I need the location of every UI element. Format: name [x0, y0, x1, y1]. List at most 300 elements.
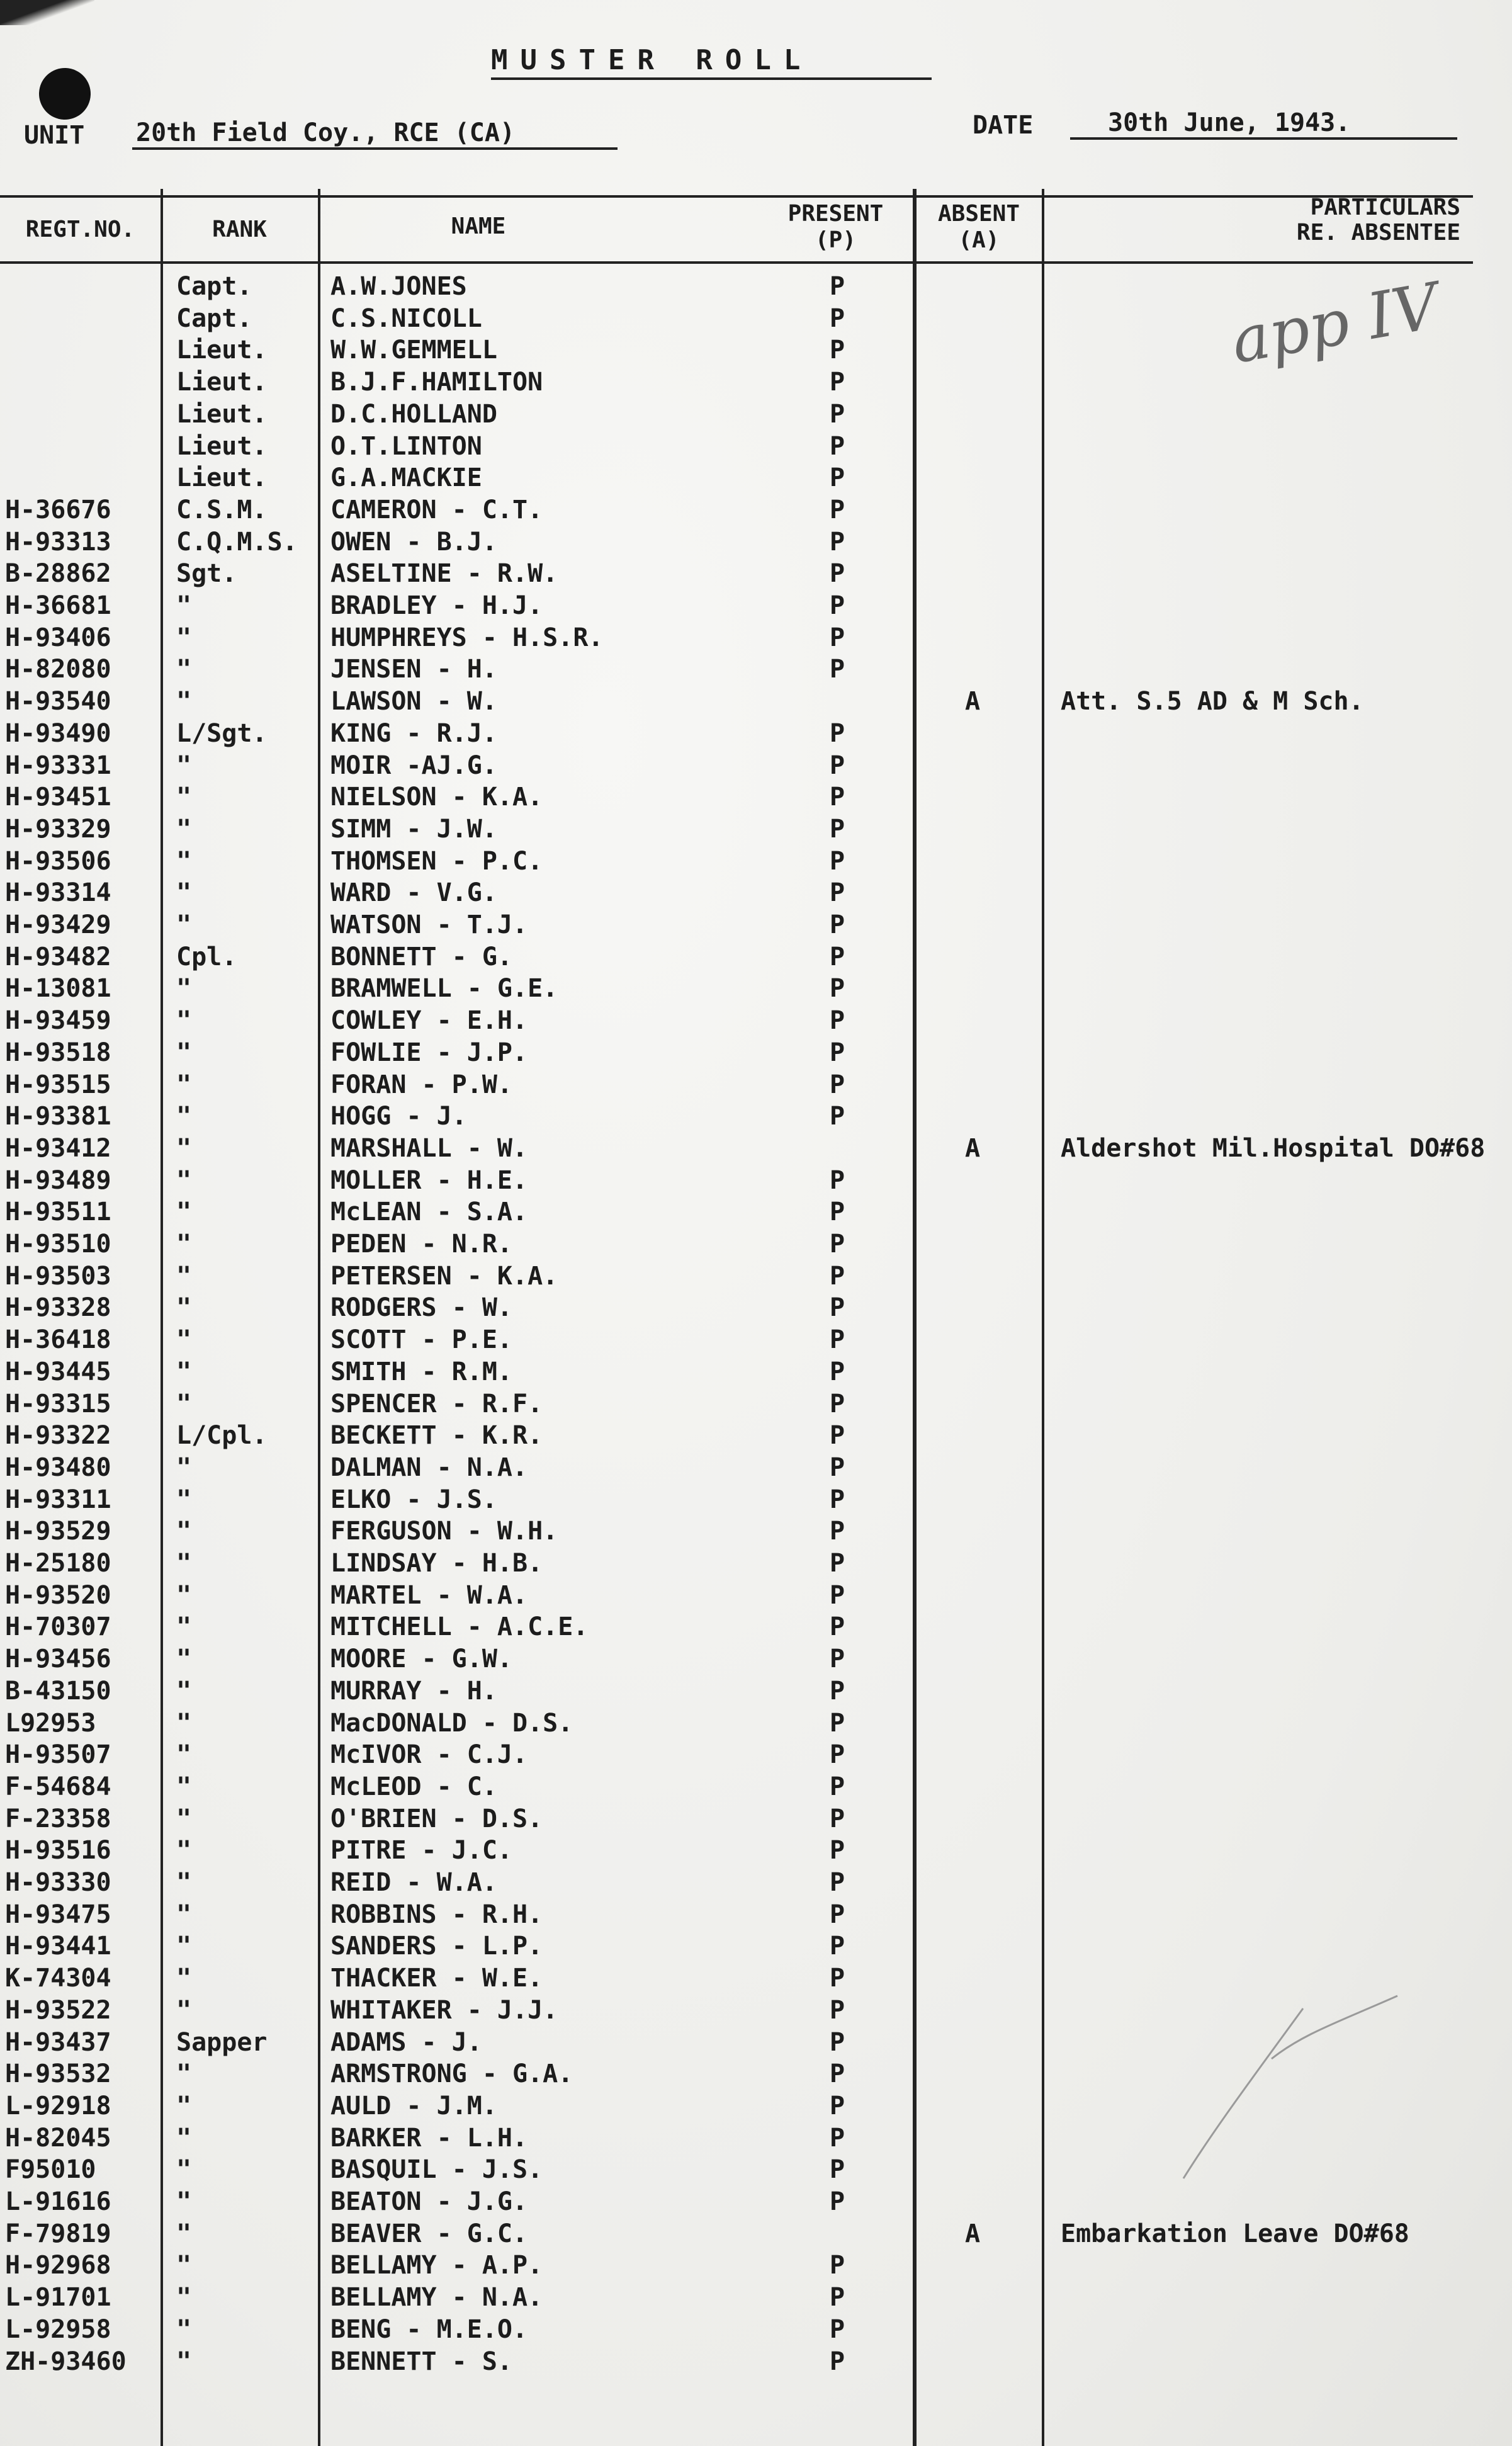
present-cell: P [829, 591, 845, 620]
page-corner-shadow [0, 0, 94, 25]
present-cell: P [829, 878, 845, 908]
rank-cell: L/Cpl. [176, 1421, 268, 1451]
table-row [0, 526, 1512, 558]
rank-cell: " [176, 1868, 192, 1897]
name-cell: MOLLER - H.E. [330, 1165, 528, 1195]
table-row [0, 2027, 1512, 2059]
name-cell: MURRAY - H. [330, 1676, 497, 1706]
table-row [0, 1165, 1512, 1197]
rank-cell: " [176, 1549, 192, 1578]
regt-no-cell: H-93516 [5, 1836, 111, 1866]
rank-cell: " [176, 1995, 192, 2025]
rank-cell: " [176, 1102, 192, 1131]
table-row [0, 973, 1512, 1005]
name-cell: G.A.MACKIE [330, 463, 482, 493]
present-cell: P [829, 1165, 845, 1195]
regt-no-cell: H-93412 [5, 1133, 111, 1163]
table-row [0, 1292, 1512, 1324]
present-cell: P [829, 2091, 845, 2120]
name-cell: ROBBINS - R.H. [330, 1900, 543, 1929]
rank-cell: " [176, 750, 192, 780]
punch-hole [31, 60, 98, 127]
name-cell: ARMSTRONG - G.A. [330, 2059, 573, 2089]
rank-cell: " [176, 2283, 192, 2313]
present-cell: P [829, 1740, 845, 1770]
present-cell: P [829, 1230, 845, 1259]
name-cell: WHITAKER - J.J. [330, 1995, 558, 2025]
table-row [0, 2090, 1512, 2122]
name-cell: PEDEN - N.R. [330, 1230, 512, 1259]
name-cell: ASELTINE - R.W. [330, 559, 558, 589]
rank-cell: Capt. [176, 272, 252, 301]
present-cell: P [829, 2059, 845, 2089]
rank-cell: " [176, 2187, 192, 2216]
header-particulars-sub: RE. ABSENTEE [1296, 220, 1460, 246]
table-row [0, 271, 1512, 303]
rank-cell: Capt. [176, 303, 252, 333]
table-row [0, 1930, 1512, 1962]
name-cell: BONNETT - G. [330, 942, 512, 971]
regt-no-cell: ZH-93460 [5, 2347, 127, 2376]
rank-cell: " [176, 846, 192, 876]
regt-no-cell: H-93529 [5, 1517, 111, 1546]
rank-cell: " [176, 1964, 192, 1993]
table-row [0, 750, 1512, 782]
present-cell: P [829, 1485, 845, 1514]
present-cell: P [829, 463, 845, 493]
regt-no-cell: H-36681 [5, 591, 111, 620]
present-cell: P [829, 1868, 845, 1897]
name-cell: McLEAN - S.A. [330, 1198, 528, 1227]
handwritten-annotation: app IV [1226, 269, 1444, 378]
regt-no-cell: H-92968 [5, 2251, 111, 2280]
regt-no-cell: H-93515 [5, 1070, 111, 1099]
name-cell: O'BRIEN - D.S. [330, 1804, 543, 1833]
table-row [0, 877, 1512, 909]
rank-cell: " [176, 1389, 192, 1418]
table-row [0, 686, 1512, 718]
name-cell: FORAN - P.W. [330, 1070, 512, 1099]
regt-no-cell: F-54684 [5, 1772, 111, 1801]
name-cell: WARD - V.G. [330, 878, 497, 908]
table-row [0, 909, 1512, 941]
rank-cell: " [176, 1517, 192, 1546]
name-cell: C.S.NICOLL [330, 303, 482, 333]
table-row [0, 1707, 1512, 1740]
regt-no-cell: H-93456 [5, 1645, 111, 1674]
table-row [0, 2346, 1512, 2378]
rank-cell: " [176, 2091, 192, 2120]
regt-no-cell: H-25180 [5, 1549, 111, 1578]
rank-cell: Sapper [176, 2027, 268, 2057]
rank-cell: " [176, 1645, 192, 1674]
regt-no-cell: L92953 [5, 1708, 96, 1738]
table-row [0, 2058, 1512, 2090]
table-row [0, 654, 1512, 686]
rank-cell: " [176, 1325, 192, 1355]
name-cell: DALMAN - N.A. [330, 1452, 528, 1482]
regt-no-cell: H-93480 [5, 1452, 111, 1482]
regt-no-cell: H-93381 [5, 1102, 111, 1131]
present-cell: P [829, 1900, 845, 1929]
table-row [0, 1356, 1512, 1388]
rank-cell: " [176, 1580, 192, 1610]
present-cell: P [829, 1357, 845, 1386]
present-cell: P [829, 1645, 845, 1674]
table-row [0, 941, 1512, 973]
rank-cell: Lieut. [176, 368, 268, 397]
name-cell: McIVOR - C.J. [330, 1740, 528, 1770]
particulars-cell: Att. S.5 AD & M Sch. [1061, 687, 1364, 716]
name-cell: MITCHELL - A.C.E. [330, 1612, 589, 1642]
rank-cell: Lieut. [176, 463, 268, 493]
table-row [0, 1995, 1512, 2027]
regt-no-cell: H-93459 [5, 1006, 111, 1036]
name-cell: BENNETT - S. [330, 2347, 512, 2376]
rank-cell: " [176, 1485, 192, 1514]
table-row [0, 1228, 1512, 1260]
regt-no-cell: H-93482 [5, 942, 111, 971]
present-cell: P [829, 2027, 845, 2057]
rank-cell: " [176, 1198, 192, 1227]
table-row [0, 1420, 1512, 1452]
table-row [0, 2218, 1512, 2250]
name-cell: ELKO - J.S. [330, 1485, 497, 1514]
particulars-cell: Embarkation Leave DO#68 [1061, 2219, 1409, 2248]
present-cell: P [829, 1836, 845, 1866]
present-cell: P [829, 1517, 845, 1546]
present-cell: P [829, 1102, 845, 1131]
present-cell: P [829, 1198, 845, 1227]
regt-no-cell: H-93451 [5, 783, 111, 812]
table-row [0, 2250, 1512, 2282]
name-cell: MOIR -AJ.G. [330, 750, 497, 780]
table-row [0, 2154, 1512, 2186]
table-row [0, 590, 1512, 622]
name-cell: BRADLEY - H.J. [330, 591, 543, 620]
rank-cell: " [176, 814, 192, 844]
header-absent-sub: (A) [958, 227, 1000, 253]
date-label: DATE [973, 111, 1034, 140]
rank-cell: " [176, 1452, 192, 1482]
table-row [0, 2314, 1512, 2346]
present-cell: P [829, 1070, 845, 1099]
name-cell: NIELSON - K.A. [330, 783, 543, 812]
table-row [0, 431, 1512, 463]
name-cell: MOORE - G.W. [330, 1645, 512, 1674]
name-cell: JENSEN - H. [330, 655, 497, 684]
table-row [0, 494, 1512, 526]
rank-cell: " [176, 1070, 192, 1099]
rank-cell: Cpl. [176, 942, 237, 971]
rank-cell: " [176, 1612, 192, 1642]
regt-no-cell: H-93329 [5, 814, 111, 844]
rank-cell: " [176, 1261, 192, 1291]
rank-cell: " [176, 2251, 192, 2280]
rank-cell: " [176, 1165, 192, 1195]
present-cell: P [829, 1708, 845, 1738]
rank-cell: Lieut. [176, 399, 268, 429]
absent-cell: A [964, 687, 981, 716]
regt-no-cell: L-91616 [5, 2187, 111, 2216]
rank-cell: " [176, 1133, 192, 1163]
regt-no-cell: H-93490 [5, 718, 111, 748]
name-cell: O.T.LINTON [330, 431, 482, 461]
name-cell: THACKER - W.E. [330, 1964, 543, 1993]
present-cell: P [829, 623, 845, 652]
table-row [0, 399, 1512, 431]
rank-cell: Lieut. [176, 431, 268, 461]
table-row [0, 303, 1512, 335]
name-cell: FOWLIE - J.P. [330, 1038, 528, 1067]
name-cell: BELLAMY - N.A. [330, 2283, 543, 2313]
table-row [0, 1324, 1512, 1356]
present-cell: P [829, 1580, 845, 1610]
rank-cell: " [176, 1293, 192, 1323]
table-row [0, 622, 1512, 654]
name-cell: BRAMWELL - G.E. [330, 974, 558, 1004]
table-row [0, 1260, 1512, 1293]
table-row [0, 1771, 1512, 1803]
present-cell: P [829, 2283, 845, 2313]
header-rule-bottom [0, 261, 1473, 264]
regt-no-cell: H-82080 [5, 655, 111, 684]
table-row [0, 1515, 1512, 1548]
name-cell: BELLAMY - A.P. [330, 2251, 543, 2280]
regt-no-cell: H-93510 [5, 1230, 111, 1259]
present-cell: P [829, 559, 845, 589]
table-row [0, 1101, 1512, 1133]
table-row [0, 1005, 1512, 1037]
regt-no-cell: H-93445 [5, 1357, 111, 1386]
name-cell: OWEN - B.J. [330, 527, 497, 557]
name-cell: HUMPHREYS - H.S.R. [330, 623, 604, 652]
rank-cell: " [176, 655, 192, 684]
regt-no-cell: L-92958 [5, 2314, 111, 2344]
present-cell: P [829, 336, 845, 365]
name-cell: MARSHALL - W. [330, 1133, 528, 1163]
present-cell: P [829, 1932, 845, 1961]
rank-cell: " [176, 1357, 192, 1386]
regt-no-cell: K-74304 [5, 1964, 111, 1993]
table-row [0, 1867, 1512, 1899]
name-cell: BEATON - J.G. [330, 2187, 528, 2216]
table-row [0, 366, 1512, 399]
regt-no-cell: H-93503 [5, 1261, 111, 1291]
present-cell: P [829, 431, 845, 461]
present-cell: P [829, 783, 845, 812]
present-cell: P [829, 1421, 845, 1451]
table-row [0, 846, 1512, 878]
present-cell: P [829, 495, 845, 524]
rank-cell: " [176, 878, 192, 908]
particulars-cell: Aldershot Mil.Hospital DO#68 [1061, 1133, 1486, 1163]
name-cell: CAMERON - C.T. [330, 495, 543, 524]
name-cell: KING - R.J. [330, 718, 497, 748]
table-row [0, 558, 1512, 590]
present-cell: P [829, 368, 845, 397]
name-cell: ADAMS - J. [330, 2027, 482, 2057]
name-cell: BENG - M.E.O. [330, 2314, 528, 2344]
regt-no-cell: H-93437 [5, 2027, 111, 2057]
table-row [0, 1069, 1512, 1101]
regt-no-cell: H-93429 [5, 910, 111, 939]
name-cell: MARTEL - W.A. [330, 1580, 528, 1610]
regt-no-cell: H-93322 [5, 1421, 111, 1451]
present-cell: P [829, 2251, 845, 2280]
regt-no-cell: H-93506 [5, 846, 111, 876]
table-row [0, 1388, 1512, 1420]
rank-cell: " [176, 1804, 192, 1833]
table-row [0, 1484, 1512, 1516]
unit-label: UNIT [24, 121, 85, 150]
rank-cell: " [176, 1932, 192, 1961]
present-cell: P [829, 1038, 845, 1067]
name-cell: AULD - J.M. [330, 2091, 497, 2120]
present-cell: P [829, 1549, 845, 1578]
regt-no-cell: H-36676 [5, 495, 111, 524]
table-row [0, 1962, 1512, 1995]
rank-cell: Sgt. [176, 559, 237, 589]
table-row [0, 1611, 1512, 1643]
present-cell: P [829, 1325, 845, 1355]
present-cell: P [829, 1389, 845, 1418]
table-row [0, 1835, 1512, 1867]
rank-cell: " [176, 974, 192, 1004]
regt-no-cell: B-43150 [5, 1676, 111, 1706]
name-cell: SMITH - R.M. [330, 1357, 512, 1386]
name-cell: SIMM - J.W. [330, 814, 497, 844]
regt-no-cell: H-93489 [5, 1165, 111, 1195]
rank-cell: " [176, 1006, 192, 1036]
name-cell: BASQUIL - J.S. [330, 2155, 543, 2185]
table-row [0, 1196, 1512, 1228]
table-row [0, 1452, 1512, 1484]
regt-no-cell: H-93314 [5, 878, 111, 908]
present-cell: P [829, 718, 845, 748]
rank-cell: L/Sgt. [176, 718, 268, 748]
present-cell: P [829, 272, 845, 301]
table-row [0, 1037, 1512, 1069]
regt-no-cell: L-92918 [5, 2091, 111, 2120]
present-cell: P [829, 1452, 845, 1482]
present-cell: P [829, 2123, 845, 2153]
rank-cell: C.Q.M.S. [176, 527, 298, 557]
header-name: NAME [451, 213, 506, 239]
present-cell: P [829, 2314, 845, 2344]
name-cell: W.W.GEMMELL [330, 336, 497, 365]
present-cell: P [829, 2187, 845, 2216]
regt-no-cell: H-13081 [5, 974, 111, 1004]
regt-no-cell: F-23358 [5, 1804, 111, 1833]
present-cell: P [829, 942, 845, 971]
present-cell: P [829, 399, 845, 429]
present-cell: P [829, 2347, 845, 2376]
regt-no-cell: H-93520 [5, 1580, 111, 1610]
regt-no-cell: H-93331 [5, 750, 111, 780]
name-cell: BEAVER - G.C. [330, 2219, 528, 2248]
rank-cell: " [176, 2347, 192, 2376]
absent-cell: A [964, 2219, 981, 2248]
name-cell: HOGG - J. [330, 1102, 467, 1131]
table-row [0, 1675, 1512, 1707]
name-cell: MacDONALD - D.S. [330, 1708, 573, 1738]
regt-no-cell: H-93315 [5, 1389, 111, 1418]
rank-cell: " [176, 1900, 192, 1929]
rank-cell: " [176, 687, 192, 716]
rank-cell: " [176, 2314, 192, 2344]
regt-no-cell: H-93511 [5, 1198, 111, 1227]
rank-cell: " [176, 1038, 192, 1067]
name-cell: FERGUSON - W.H. [330, 1517, 558, 1546]
rank-cell: " [176, 2155, 192, 2185]
name-cell: PITRE - J.C. [330, 1836, 512, 1866]
table-row [0, 718, 1512, 750]
table-row [0, 2186, 1512, 2218]
table-row [0, 1739, 1512, 1771]
header-absent: ABSENT [937, 201, 1020, 227]
table-row [0, 1899, 1512, 1931]
table-row [0, 334, 1512, 366]
regt-no-cell: H-93311 [5, 1485, 111, 1514]
regt-no-cell: H-93518 [5, 1038, 111, 1067]
name-cell: SCOTT - P.E. [330, 1325, 512, 1355]
table-row [0, 1580, 1512, 1612]
table-row [0, 2122, 1512, 2154]
present-cell: P [829, 814, 845, 844]
rank-cell: " [176, 1230, 192, 1259]
present-cell: P [829, 1006, 845, 1036]
rank-cell: " [176, 2123, 192, 2153]
name-cell: B.J.F.HAMILTON [330, 368, 543, 397]
name-cell: LINDSAY - H.B. [330, 1549, 543, 1578]
present-cell: P [829, 303, 845, 333]
present-cell: P [829, 1261, 845, 1291]
header-present: PRESENT [787, 201, 884, 227]
name-cell: THOMSEN - P.C. [330, 846, 543, 876]
date-value: 30th June, 1943. [1070, 108, 1457, 140]
rank-cell: " [176, 591, 192, 620]
present-cell: P [829, 1772, 845, 1801]
table-row [0, 1548, 1512, 1580]
present-cell: P [829, 974, 845, 1004]
present-cell: P [829, 1804, 845, 1833]
present-cell: P [829, 527, 845, 557]
name-cell: BECKETT - K.R. [330, 1421, 543, 1451]
rank-cell: Lieut. [176, 336, 268, 365]
rank-cell: " [176, 623, 192, 652]
regt-no-cell: B-28862 [5, 559, 111, 589]
header-particulars: PARTICULARS [1310, 195, 1460, 220]
name-cell: SPENCER - R.F. [330, 1389, 543, 1418]
absent-cell: A [964, 1133, 981, 1163]
rank-cell: " [176, 1708, 192, 1738]
table-row [0, 813, 1512, 846]
regt-no-cell: F95010 [5, 2155, 96, 2185]
regt-no-cell: H-36418 [5, 1325, 111, 1355]
present-cell: P [829, 2155, 845, 2185]
regt-no-cell: H-82045 [5, 2123, 111, 2153]
rank-cell: " [176, 1676, 192, 1706]
name-cell: WATSON - T.J. [330, 910, 528, 939]
header-regt-no: REGT.NO. [25, 217, 135, 242]
header-present-sub: (P) [815, 227, 857, 253]
name-cell: RODGERS - W. [330, 1293, 512, 1323]
present-cell: P [829, 750, 845, 780]
regt-no-cell: H-93540 [5, 687, 111, 716]
name-cell: SANDERS - L.P. [330, 1932, 543, 1961]
regt-no-cell: H-93313 [5, 527, 111, 557]
